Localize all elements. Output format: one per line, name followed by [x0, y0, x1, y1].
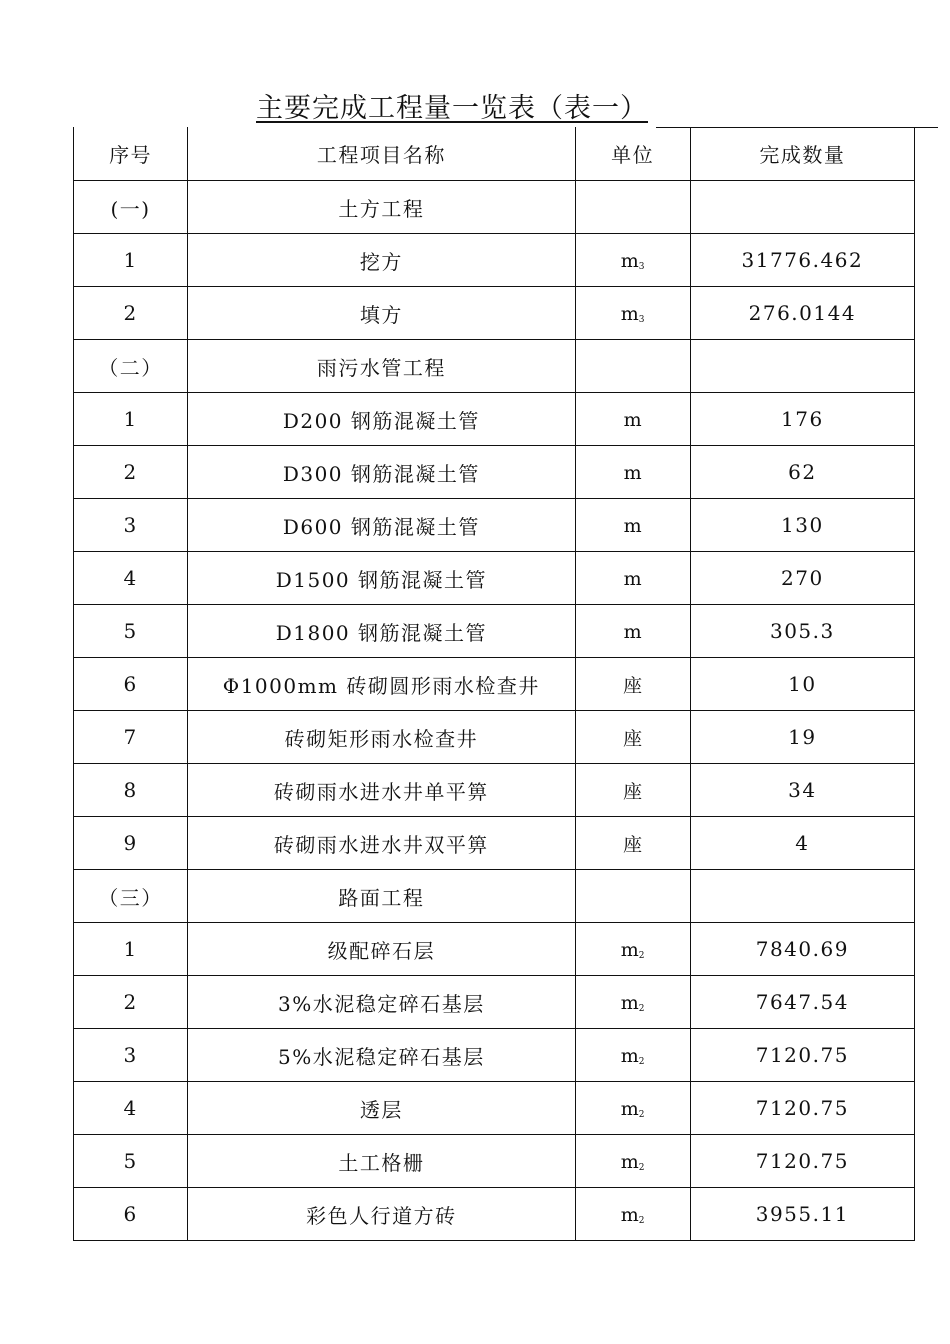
unit-symbol: 座 [623, 727, 643, 750]
table-body [74, 127, 915, 1241]
cell-name: 土工格栅 [188, 1135, 575, 1188]
cell-qty: 7120.75 [690, 1082, 914, 1135]
unit-symbol: m [620, 992, 639, 1014]
cell-unit [575, 817, 690, 870]
cell-name: 砖砌雨水进水井双平箅 [188, 817, 575, 870]
table-row [74, 923, 915, 976]
cell-name: D600 钢筋混凝土管 [188, 499, 575, 552]
cell-qty: 305.3 [690, 605, 914, 658]
unit-exponent: 2 [638, 1216, 645, 1226]
cell-qty: 34 [690, 764, 914, 817]
cell-name: 砖砌矩形雨水检查井 [188, 711, 575, 764]
cell-unit [575, 605, 690, 658]
cell-name: 5%水泥稳定碎石基层 [188, 1029, 575, 1082]
unit-symbol: m [623, 568, 642, 590]
table-row [74, 499, 915, 552]
cell-name: 填方 [188, 287, 575, 340]
cell-unit [575, 181, 690, 234]
unit-symbol: m [623, 515, 642, 537]
cell-no: 1 [74, 234, 188, 287]
table-row [74, 393, 915, 446]
cell-unit [575, 1082, 690, 1135]
cell-no: 5 [74, 1135, 188, 1188]
unit-symbol: m [620, 1098, 639, 1120]
unit-exponent: 2 [638, 1110, 645, 1120]
cell-qty: 176 [690, 393, 914, 446]
cell-unit [575, 1029, 690, 1082]
cell-no: 6 [74, 658, 188, 711]
cell-name: 彩色人行道方砖 [188, 1188, 575, 1241]
header-unit: 单位 [575, 127, 690, 181]
header-name: 工程项目名称 [188, 127, 575, 181]
cell-no: 6 [74, 1188, 188, 1241]
cell-qty: 270 [690, 552, 914, 605]
cell-name: 砖砌雨水进水井单平箅 [188, 764, 575, 817]
quantities-table [73, 127, 915, 1241]
cell-qty: 4 [690, 817, 914, 870]
cell-name: D1800 钢筋混凝土管 [188, 605, 575, 658]
unit-exponent: 3 [638, 315, 645, 325]
cell-no: 1 [74, 923, 188, 976]
cell-no: 4 [74, 552, 188, 605]
table-row [74, 817, 915, 870]
cell-qty: 19 [690, 711, 914, 764]
cell-unit [575, 393, 690, 446]
unit-exponent: 2 [638, 951, 645, 961]
cell-name: 级配碎石层 [188, 923, 575, 976]
table-row [74, 287, 915, 340]
cell-no: 1 [74, 393, 188, 446]
cell-name: 路面工程 [188, 870, 575, 923]
cell-qty: 7120.75 [690, 1029, 914, 1082]
unit-symbol: m [620, 1045, 639, 1067]
table-row [74, 976, 915, 1029]
cell-qty: 7120.75 [690, 1135, 914, 1188]
table-row [74, 1135, 915, 1188]
table-row [74, 446, 915, 499]
cell-qty [690, 340, 914, 393]
cell-no: (一) [74, 181, 188, 234]
table-row [74, 605, 915, 658]
unit-exponent: 2 [638, 1004, 645, 1014]
page-title: 主要完成工程量一览表（表一） [256, 93, 648, 124]
unit-symbol: m [620, 1204, 639, 1226]
table-row [74, 1029, 915, 1082]
cell-no: （二） [74, 340, 188, 393]
table-row [74, 340, 915, 393]
table-row [74, 870, 915, 923]
cell-name: 挖方 [188, 234, 575, 287]
unit-symbol: m [623, 462, 642, 484]
unit-exponent: 3 [638, 262, 645, 272]
cell-no: （三） [74, 870, 188, 923]
cell-no: 5 [74, 605, 188, 658]
cell-qty: 7647.54 [690, 976, 914, 1029]
cell-unit [575, 870, 690, 923]
cell-name: 土方工程 [188, 181, 575, 234]
cell-no: 2 [74, 287, 188, 340]
table-row [74, 181, 915, 234]
header-no: 序号 [74, 127, 188, 181]
cell-unit [575, 923, 690, 976]
cell-no: 3 [74, 1029, 188, 1082]
cell-qty: 62 [690, 446, 914, 499]
title-area [0, 92, 950, 132]
unit-symbol: 座 [623, 780, 643, 803]
cell-no: 4 [74, 1082, 188, 1135]
table-row [74, 764, 915, 817]
cell-unit [575, 552, 690, 605]
cell-name: D200 钢筋混凝土管 [188, 393, 575, 446]
cell-unit [575, 234, 690, 287]
cell-qty: 276.0144 [690, 287, 914, 340]
cell-qty [690, 870, 914, 923]
cell-unit [575, 658, 690, 711]
cell-no: 2 [74, 446, 188, 499]
cell-unit [575, 499, 690, 552]
table-row [74, 658, 915, 711]
header-qty: 完成数量 [690, 127, 914, 181]
table-row [74, 711, 915, 764]
cell-name: D1500 钢筋混凝土管 [188, 552, 575, 605]
cell-name: Φ1000mm 砖砌圆形雨水检查井 [188, 658, 575, 711]
unit-symbol: m [623, 621, 642, 643]
unit-symbol: m [620, 939, 639, 961]
cell-unit [575, 287, 690, 340]
cell-qty: 31776.462 [690, 234, 914, 287]
cell-unit [575, 1135, 690, 1188]
table-header-row [74, 127, 915, 181]
unit-symbol: m [620, 1151, 639, 1173]
table-row [74, 234, 915, 287]
cell-no: 3 [74, 499, 188, 552]
cell-qty: 130 [690, 499, 914, 552]
unit-symbol: 座 [623, 833, 643, 856]
cell-no: 7 [74, 711, 188, 764]
unit-exponent: 2 [638, 1163, 645, 1173]
unit-symbol: m [623, 409, 642, 431]
cell-name: D300 钢筋混凝土管 [188, 446, 575, 499]
cell-qty: 3955.11 [690, 1188, 914, 1241]
unit-symbol: 座 [623, 674, 643, 697]
unit-exponent: 2 [638, 1057, 645, 1067]
table-row [74, 1082, 915, 1135]
unit-symbol: m [620, 303, 639, 325]
cell-name: 3%水泥稳定碎石基层 [188, 976, 575, 1029]
cell-unit [575, 340, 690, 393]
cell-qty: 10 [690, 658, 914, 711]
table-row [74, 1188, 915, 1241]
cell-qty: 7840.69 [690, 923, 914, 976]
cell-no: 9 [74, 817, 188, 870]
cell-no: 2 [74, 976, 188, 1029]
cell-unit [575, 764, 690, 817]
cell-unit [575, 976, 690, 1029]
cell-unit [575, 446, 690, 499]
table-row [74, 552, 915, 605]
cell-unit [575, 1188, 690, 1241]
cell-name: 雨污水管工程 [188, 340, 575, 393]
cell-name: 透层 [188, 1082, 575, 1135]
cell-qty [690, 181, 914, 234]
cell-unit [575, 711, 690, 764]
cell-no: 8 [74, 764, 188, 817]
unit-symbol: m [620, 250, 639, 272]
